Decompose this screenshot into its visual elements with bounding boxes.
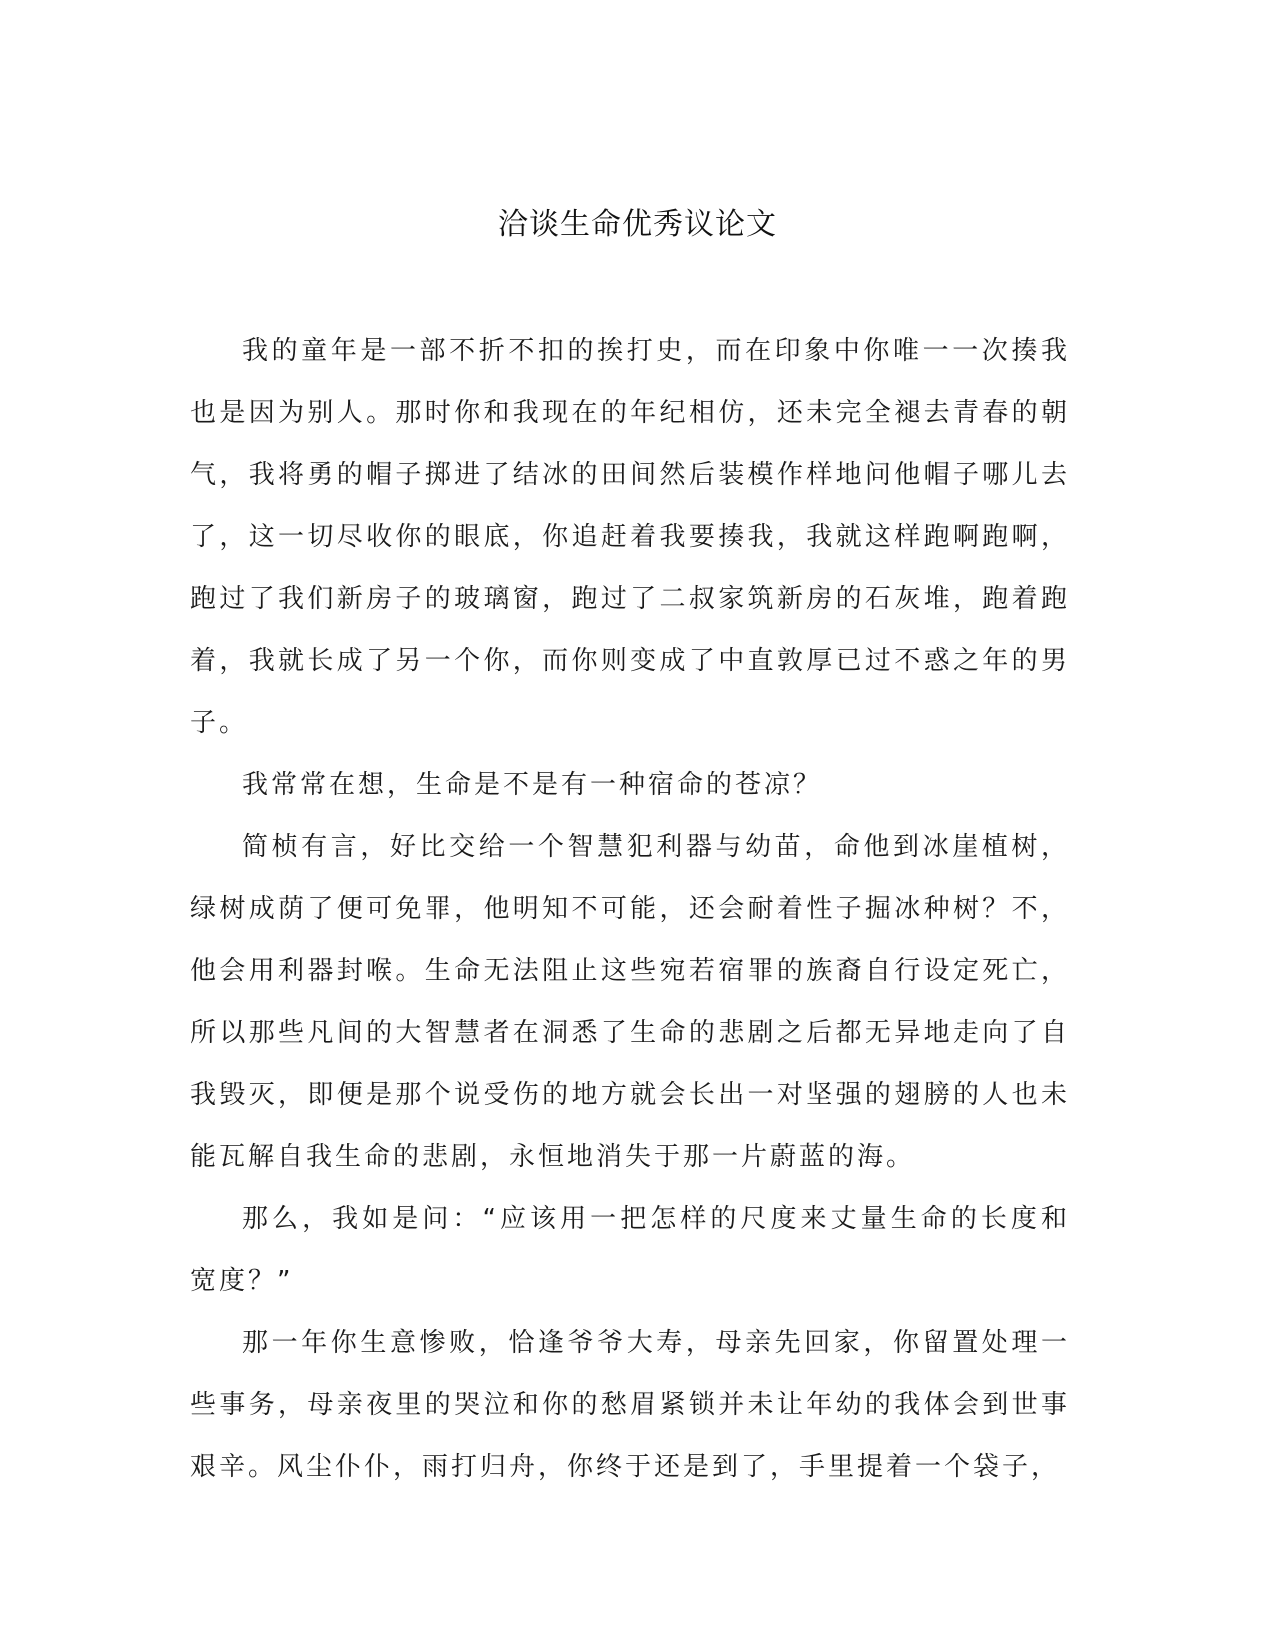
paragraph-1: 我的童年是一部不折不扣的挨打史，而在印象中你唯一一次揍我也是因为别人。那时你和我现在的年纪相仿，还未完全褪去青春的朝气，我将勇的帽子掷进了结冰的田间然后装模作样地问他帽子哪儿去了，这一切尽收你的眼底，你追赶着我要揍我，我就这样跑啊跑啊，跑过了我们新房子的玻璃窗，跑过了二叔家筑新房的石灰堆，跑着跑着，我就长成了另一个你，而你则变成了中直敦厚已过不惑之年的男子。 <box>190 336 1070 738</box>
paragraph-2: 我常常在想，生命是不是有一种宿命的苍凉？ <box>242 770 823 800</box>
document-body <box>190 320 1070 1498</box>
document-title: 洽谈生命优秀议论文 <box>498 207 777 242</box>
paragraph-5: 那一年你生意惨败，恰逢爷爷大寿，母亲先回家，你留置处理一些事务，母亲夜里的哭泣和你的愁眉紧锁并未让年幼的我体会到世事艰辛。风尘仆仆，雨打归舟，你终于还是到了，手里提着一个袋子， <box>190 1328 1070 1482</box>
paragraph-4: 那么，我如是问：“应该用一把怎样的尺度来丈量生命的长度和宽度？” <box>190 1204 1070 1296</box>
paragraph-3: 简桢有言，好比交给一个智慧犯利器与幼苗，命他到冰崖植树，绿树成荫了便可免罪，他明知不可能，还会耐着性子掘冰种树？不，他会用利器封喉。生命无法阻止这些宛若宿罪的族裔自行设定死亡，所以那些凡间的大智慧者在洞悉了生命的悲剧之后都无异地走向了自我毁灭，即便是那个说受伤的地方就会长出一对坚强的翅膀的人也未能瓦解自我生命的悲剧，永恒地消失于那一片蔚蓝的海。 <box>190 832 1070 1172</box>
